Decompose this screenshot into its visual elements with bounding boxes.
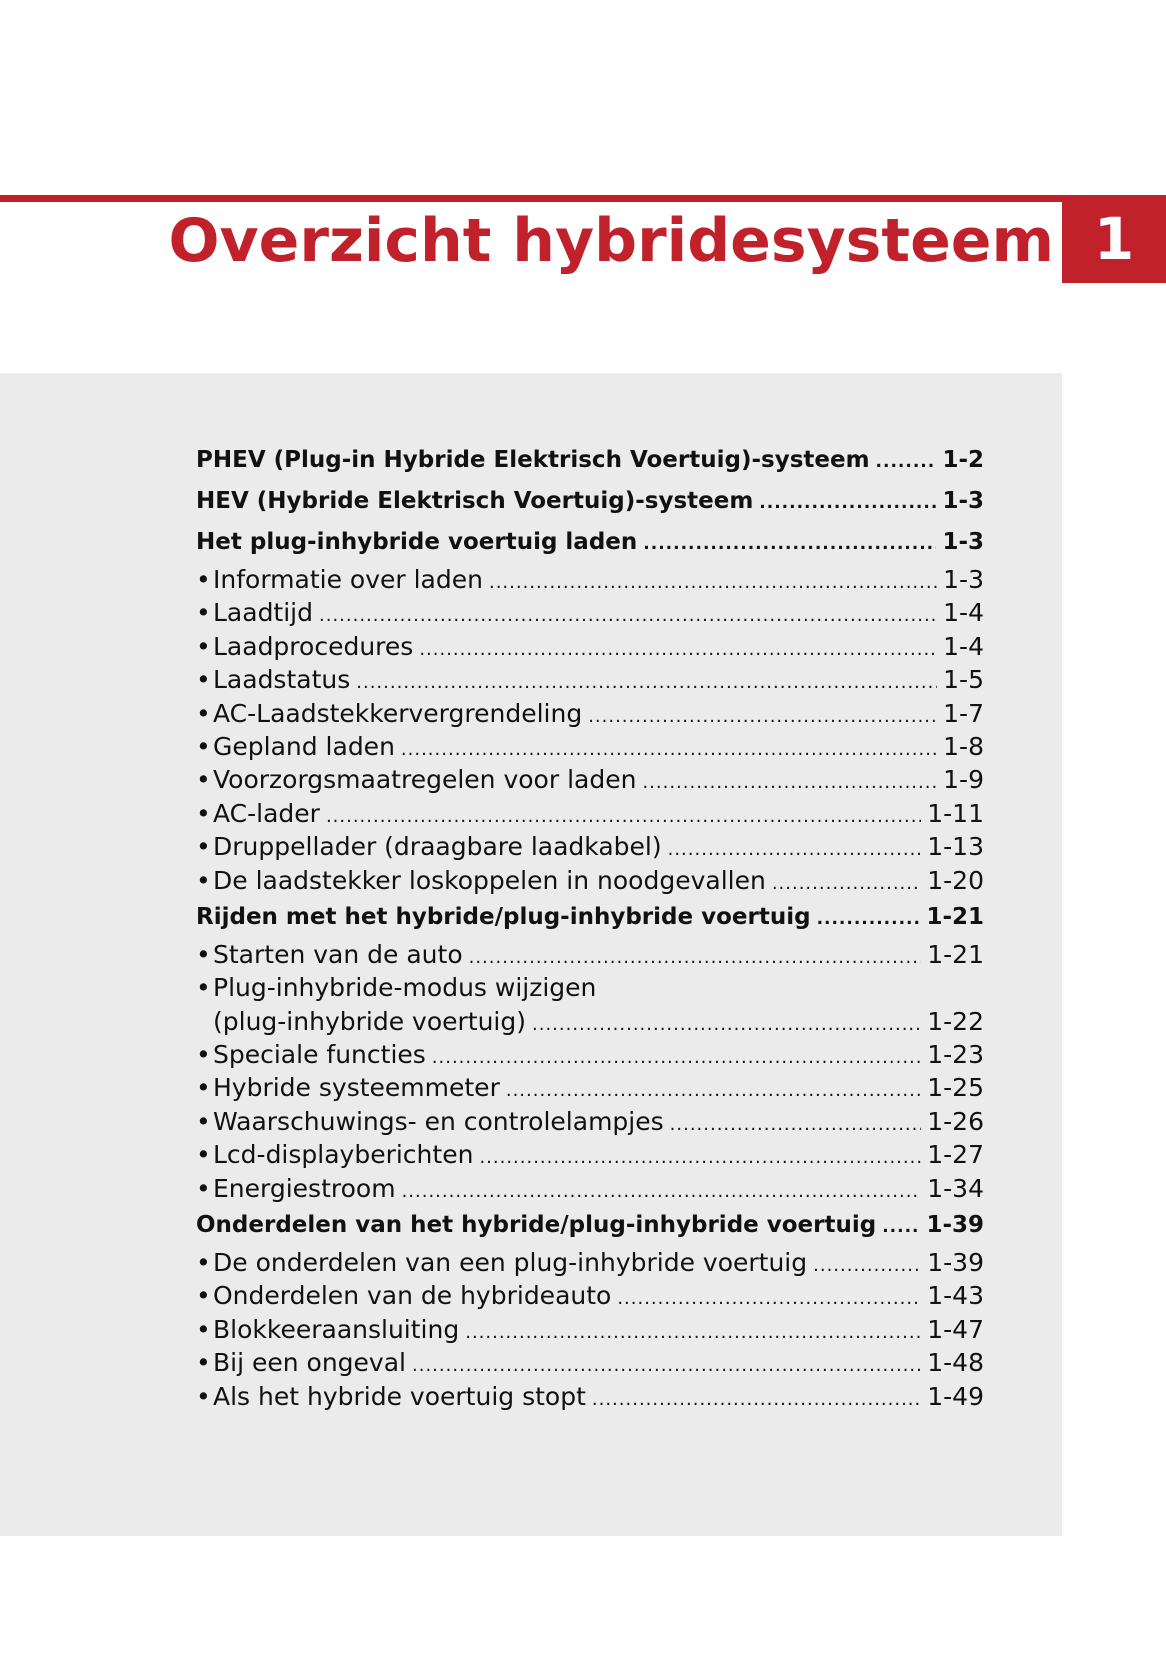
- dot-leader: [506, 1071, 921, 1107]
- dot-leader: [772, 864, 921, 900]
- toc-entry[interactable]: [196, 1313, 984, 1346]
- dot-leader: [876, 440, 937, 483]
- toc-page-number: 1-4: [943, 631, 984, 661]
- chapter-number-tab: 1: [1062, 195, 1166, 283]
- toc-page-number: 1-27: [927, 1140, 984, 1170]
- toc-entry[interactable]: [196, 1380, 984, 1413]
- dot-leader: [401, 730, 937, 766]
- toc-section-heading[interactable]: [196, 522, 984, 563]
- toc-entry-label: De onderdelen van een plug-inhybride voertuig: [213, 1248, 808, 1278]
- toc-section-heading[interactable]: [196, 440, 984, 481]
- toc-entry-label: AC-lader: [213, 798, 320, 828]
- toc-entry-label: De laadstekker loskoppelen in noodgevallen: [213, 865, 766, 895]
- toc-entry[interactable]: [196, 1279, 984, 1312]
- dot-leader: [489, 563, 937, 599]
- bullet-glyph: •: [196, 939, 211, 969]
- toc-page-number: 1-49: [927, 1381, 984, 1411]
- dot-leader: [592, 1380, 921, 1416]
- toc-entry-label: Starten van de auto: [213, 939, 463, 969]
- dot-leader: [402, 1172, 922, 1208]
- toc-entry-label: Druppellader (draagbare laadkabel): [213, 832, 662, 862]
- toc-entry-label: Laadtijd: [213, 598, 313, 628]
- dot-leader: [670, 1105, 922, 1141]
- toc-page-number: 1-8: [943, 731, 984, 761]
- bullet-glyph: •: [196, 1248, 211, 1278]
- toc-page-number: 1-21: [926, 903, 984, 930]
- toc-entry[interactable]: [196, 663, 984, 696]
- toc-section-label: HEV (Hybride Elektrisch Voertuig)-systeem: [196, 488, 754, 514]
- bullet-glyph: •: [196, 1281, 211, 1311]
- toc-page-number: 1-9: [943, 765, 984, 795]
- toc-entry-label: Laadprocedures: [213, 631, 414, 661]
- bullet-glyph: •: [196, 565, 211, 594]
- toc-entry[interactable]: [196, 1105, 984, 1138]
- toc-page-number: 1-47: [927, 1314, 984, 1344]
- dot-leader: [643, 522, 936, 565]
- toc-entry[interactable]: [196, 763, 984, 796]
- toc-page-number: 1-3: [943, 565, 984, 594]
- bullet-glyph: •: [196, 1106, 211, 1136]
- toc-page-number: 1-43: [927, 1281, 984, 1311]
- dot-leader: [759, 481, 936, 524]
- toc-entry-label: Speciale functies: [213, 1040, 426, 1070]
- bullet-glyph: •: [196, 865, 211, 895]
- toc-entry[interactable]: [196, 730, 984, 763]
- dot-leader: [326, 797, 921, 833]
- chapter-header-rule: [0, 195, 1166, 202]
- toc-page-number: 1-25: [927, 1073, 984, 1103]
- toc-entry[interactable]: [196, 1038, 984, 1071]
- toc-page-number: 1-26: [927, 1106, 984, 1136]
- toc-entry[interactable]: [196, 797, 984, 830]
- toc-entry[interactable]: [196, 1346, 984, 1379]
- toc-entry[interactable]: [196, 697, 984, 730]
- bullet-glyph: •: [196, 1348, 211, 1378]
- bullet-glyph: •: [196, 798, 211, 828]
- toc-entry-label: Plug-inhybride-modus wijzigen: [213, 973, 597, 1003]
- toc-entry-label: Hybride systeemmeter: [213, 1073, 500, 1103]
- toc-page-number: 1-48: [927, 1348, 984, 1378]
- toc-entry[interactable]: [196, 1138, 984, 1171]
- toc-page-number: 1-23: [927, 1040, 984, 1070]
- dot-leader: [532, 1005, 921, 1041]
- toc-page-number: 1-3: [942, 529, 984, 555]
- toc-section-heading[interactable]: [196, 897, 984, 938]
- toc-section-label: Het plug-inhybride voertuig laden: [196, 529, 638, 555]
- toc-page-number: 1-39: [927, 1248, 984, 1278]
- bullet-glyph: •: [196, 1173, 211, 1203]
- toc-entry-label: Bij een ongeval: [213, 1348, 406, 1378]
- toc-page-number: 1-34: [927, 1173, 984, 1203]
- bullet-glyph: •: [196, 1140, 211, 1170]
- toc-page-number: 1-13: [927, 832, 984, 862]
- toc-entry[interactable]: [196, 864, 984, 897]
- toc-section-heading[interactable]: [196, 1205, 984, 1246]
- bullet-glyph: •: [196, 1040, 211, 1070]
- toc-page-number: 1-3: [942, 488, 984, 514]
- toc-entry[interactable]: [196, 830, 984, 863]
- toc-entry-label-continued: (plug-inhybride voertuig): [213, 1006, 526, 1036]
- toc-entry-label: Blokkeeraansluiting: [213, 1314, 460, 1344]
- dot-leader: [469, 938, 922, 974]
- toc-page-number: 1-11: [927, 798, 984, 828]
- bullet-glyph: •: [196, 731, 211, 761]
- dot-leader: [817, 897, 921, 940]
- toc-entry-label: Gepland laden: [213, 731, 395, 761]
- bullet-glyph: •: [196, 698, 211, 728]
- bullet-glyph: •: [196, 1314, 211, 1344]
- toc-entry[interactable]: [196, 596, 984, 629]
- toc-entry-label: Laadstatus: [213, 665, 351, 695]
- toc-page-number: 1-4: [943, 598, 984, 628]
- dot-leader: [668, 830, 922, 866]
- dot-leader: [419, 630, 937, 666]
- toc-section-label: Rijden met het hybride/plug-inhybride voertuig: [196, 903, 811, 930]
- toc-page-number: 1-22: [927, 1006, 984, 1036]
- dot-leader: [356, 663, 937, 699]
- toc-entry-label: Energiestroom: [213, 1173, 396, 1203]
- toc-page-number: 1-39: [926, 1212, 984, 1239]
- bullet-glyph: •: [196, 665, 211, 695]
- bullet-glyph: •: [196, 1381, 211, 1411]
- toc-page-number: 1-7: [943, 698, 984, 728]
- toc-page-number: 1-2: [942, 447, 984, 473]
- bullet-glyph: •: [196, 1073, 211, 1103]
- toc-section-label: Onderdelen van het hybride/plug-inhybride voertuig: [196, 1212, 877, 1239]
- bullet-glyph: •: [196, 765, 211, 795]
- toc-entry-label: Lcd-displayberichten: [213, 1140, 474, 1170]
- toc-entry-label: Waarschuwings- en controlelampjes: [213, 1106, 664, 1136]
- toc-entry[interactable]: [196, 1246, 984, 1279]
- dot-leader: [432, 1038, 921, 1074]
- toc-page-number: 1-20: [927, 865, 984, 895]
- toc-section-label: PHEV (Plug-in Hybride Elektrisch Voertuig)-systeem: [196, 447, 870, 473]
- bullet-glyph: •: [196, 631, 211, 661]
- dot-leader: [465, 1313, 921, 1349]
- dot-leader: [412, 1346, 921, 1382]
- bullet-glyph: •: [196, 832, 211, 862]
- toc-page-number: 1-5: [943, 665, 984, 695]
- dot-leader: [882, 1205, 920, 1248]
- chapter-title: Overzicht hybridesysteem: [168, 206, 1054, 276]
- dot-leader: [479, 1138, 921, 1174]
- toc-entry[interactable]: [196, 630, 984, 663]
- toc-entry-line[interactable]: [196, 971, 984, 1004]
- toc-entry[interactable]: [196, 1005, 984, 1038]
- dot-leader: [588, 697, 937, 733]
- dot-leader: [319, 596, 937, 632]
- toc-entry-label: Informatie over laden: [213, 565, 483, 594]
- table-of-contents: [196, 440, 984, 1413]
- toc-entry[interactable]: [196, 563, 984, 596]
- dot-leader: [617, 1279, 921, 1315]
- toc-entry-label: Onderdelen van de hybrideauto: [213, 1281, 612, 1311]
- toc-entry[interactable]: [196, 1071, 984, 1104]
- dot-leader: [642, 763, 937, 799]
- toc-entry[interactable]: [196, 1172, 984, 1205]
- toc-entry[interactable]: [196, 938, 984, 971]
- bullet-glyph: •: [196, 598, 211, 628]
- toc-page-number: 1-21: [927, 939, 984, 969]
- toc-entry-label: Als het hybride voertuig stopt: [213, 1381, 586, 1411]
- toc-entry-label: Voorzorgsmaatregelen voor laden: [213, 765, 637, 795]
- toc-section-heading[interactable]: [196, 481, 984, 522]
- dot-leader: [813, 1246, 921, 1282]
- toc-entry-label: AC-Laadstekkervergrendeling: [213, 698, 583, 728]
- bullet-glyph: •: [196, 973, 211, 1003]
